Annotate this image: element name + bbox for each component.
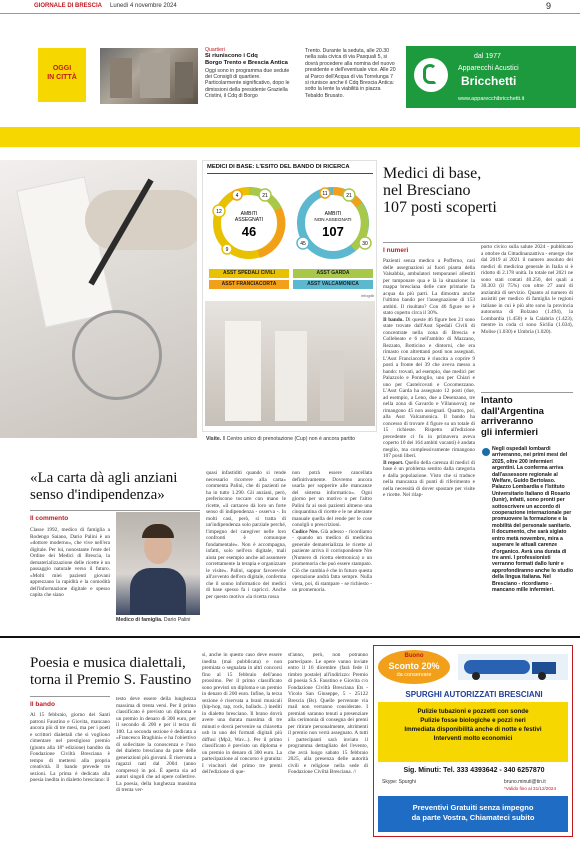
main-section: I numeri [383,247,409,254]
ad-url: www.apparecchibricchetti.it [458,96,525,102]
ad-brand: Bricchetti [461,74,517,88]
page-date: Lunedì 4 novembre 2024 [110,3,177,9]
legend-franciacorta: ASST FRANCIACORTA [209,280,289,289]
brief-title-2: Borgo Trento e Brescia Antica [205,60,288,66]
main-article [383,165,573,216]
right-total: 107 [322,224,344,239]
brief-body-2: Trento. Durante la seduta, alle 20.30 nella sala civica di via Pasquali 5, si dovrà procedere alla nomina del nuovo presidente e dell'eventuale vice. Alle 20 al Parco dell'Acqua di via Torrelunga 7 si riunisce anche il Cdq Brescia Antica: sotto la lente la viabilità in piazza Tebaldo Brusato. [305,48,396,99]
opinion-col-2: quasi infastiditi quando si rende necessario ricorrere alla carta» commenta Palini, che di pazienti ne ha in tutto 1.290. Gli anziani, però, preferiscono toccare con mano le ricette, «il cartaceo dà loro un forte senso di indipendenza - osserva -. In molti casi, però, si tratta di un'indipendenza solo parziale perché, l'impegno del caregiver nelle loro confronti è comunque fondamentale». Non è accompagna, infatti, solo nell'era digitale, mali aiuta per esempio anche ad assumere correttamente la terapia e organizzare le visite». Palini, sappur favorevole all'avvento dell'era digitale, conferma che il sonno informatico dei medici di base spesso fa i capricci. Anche per questo motivo «la ricetta rossa [206,470,286,600]
doctor-portrait [116,512,200,615]
brief-body: Oggi sono in programma due sedute dei Consigli di quartiere. Particolarmente significativo, dopo le dimissioni della presidente Graziella Cristini, il Cdq di Borgo [205,67,290,100]
page-header [0,0,580,14]
opinion-col-3: non potrà essere cancellata definitivamente. Dovremo ancora usarla per sopperire alle mancanze del sistema informatico». Ogni giorno per un motivo o per l'altro Palini fa ai suoi pazienti almeno una cinquantina di ricette e le ne alterante manuale quella del rende per le cose conolgli o prescrizioni. Codice Nre. Già adesso - ricordiamo - quando un medico di medicina generale dematerializza le ricette al paziente arriva il corrispondente Nre (Numero di ricetta elettronica) o un promemoria che può essere stampato. Ciò che cambia è che in futuro questa operazione andrà fatta sempre. Nulla vieta, poi, di stampare - se richiesto - un promemoria. [292,470,372,593]
ad-validity: *Valido fino al 31/12/2024 [504,786,557,791]
brief-photo [100,48,198,104]
right-slice-1: 11 [322,191,328,197]
culture-col-4: st'anno, però, non potranno partecipare. Le opere vanno inviate entro il 16 dicembre (farà fede il timbro postale) all'indirizzo: Premio di poesia S.S. Faustino e Giovita c/o Fondazione Civiltà Bresciana Ets - Vicolo San Giuseppe, 5 - 25122 Brescia (Bs). Quelle pervenute via mail non verranno considerate. I premiati saranno tenuti a presenziare alla cerimonia di consegna dei premi per ritirare personalmente, altrimenti il premio non verrà assegnato. A tutti i partecipanti sarà inviato il programma dettagliato del l'evento, che avrà luogo sabato 15 febbraio 2025, alla presenza delle autorità civili e religiose nella sede di Fondazione Civiltà Bresciana. // [288,652,368,775]
infographic-credit: infogdb [361,293,375,298]
culture-section: Il bando [30,701,55,708]
prescription-photo [0,160,197,438]
ad-services: Pulizie tubazioni e pozzetti con sonde Pulizie fosse biologiche e pozzi neri Immediata disponibilità anche di notte e festivi Interventi molto economici [378,702,568,762]
brief-kicker: Quartieri [205,47,225,53]
ad-title: SPURGHI AUTORIZZATI BRESCIANI [405,690,543,699]
side-headline: Intanto dall'Argentina arriveranno gli infermieri [481,395,544,438]
main-headline-2: nel Bresciano [383,182,471,199]
opinion-section: Il commento [30,515,69,522]
photo-caption: Visite. Il Centro unico di prenotazione (Cup) non è ancora partito [206,436,356,442]
opinion-col-1: Classe 1992, medico di famiglia a Rodengo Saiano, Dario Palini è un «dottore moderno», che vive nell'era digitale. Per lui, nonostante l'ente del Ordine dei Medici di Brescia, la dematerializzazione delle ricette è un passaggio naturale verso il futuro. «Molti miei pazienti giovani apprezzano la rapidità e la comodità dell'informazione digitale e spesso capita che siano [30,527,110,598]
culture-col-3: si, anche in questo caso deve essere inedita (mai pubblicata) e non premiata o segnalata in altri concorsi fino al 15 febbraio dell'anno prossimo. Per il primo classificato sono previsti un diploma e un premio in denaro di 200 euro. Infine, la terza sezione è riservata a brani musicali (hip-hop, rap, rock, ballads...) inediti in dialetto bresciano. Il brano dovrà avere una durata massima di tre minuti e dovrà pervenire su chiavetta usb in uno dei formati digitali più diffusi (Mp3, Wav...). Per il primo classificato è previsto un diploma e un premio in denaro di 300 euro. La partecipazione al concorso è gratuita: I vincitori del primo tre premi dell'edizione di que- [202,652,282,775]
oggi-label: OGGI [52,65,72,72]
ad-skype: Skype: Spurghi [382,779,416,785]
culture-col-1: Al 15 febbraio, giorno dei Santi patroni Faustino e Giovita, mancano ancora più di tre mesi, ma per i poeti e scrittori dialettali che si vogliono cimentare nel prestigioso premio (giunto alla 18ª edizione) bandito da Fondazione Civiltà Bresciana è tempo di mettersi alla propria creatività. Il bando prevede tre sezioni. La prima è dedicata alla poesia inedita in dialetto bresciano: il [30,712,110,783]
legend-garda: ASST GARDA [293,269,373,278]
ad-spurghi[interactable] [373,645,573,837]
discount-badge: Buono Sconto 20% da conservare [378,650,450,684]
donut-right [291,181,375,265]
bullet-icon [482,448,490,456]
legend-valcamonica: ASST VALCAMONICA [293,280,373,289]
left-total: 46 [241,224,257,239]
ad-footer: Preventivi Gratuiti senza impegno da parte Vostra, Chiamateci subito [378,796,568,832]
left-slice-4: 9 [225,247,229,253]
right-label-2: NON ASSEGNATI [314,217,352,222]
office-photo [205,301,375,426]
paper-name: GIORNALE DI BRESCIA [34,3,103,9]
left-slice-1: 12 [216,209,222,215]
culture-headline: Poesia e musica dialettali, torna il Premio S. Faustino [30,655,192,688]
oggi-sub: IN CITTÀ [47,74,77,81]
left-label-2: ASSEGNATI [234,217,264,223]
left-label-1: AMBITI [240,211,258,217]
right-slice-2: 21 [346,193,352,199]
ad-contact: Sig. Minuti: Tel. 333 4393642 - 340 6257870 [403,767,545,774]
brief-quartieri [205,47,297,100]
side-body: Negli ospedali lombardi arriveranno, nei primi mesi del 2025, oltre 200 infermieri argentini. La conferma arriva dall'assessore regionale al Welfare, Guido Bertolaso. Palazzo Lombardia e l'Istituto Universitario Italiano di Rosario (Iunir), infatti, sono pronti per sottoscrivere un accordo di cooperazione internazionale per promuovere la formazione e la mobilità del personale sanitario. Il documento, che sarà siglato entro metà novembre, mira a superare le attuali carenze d'organico. Avrà una durata di tre anni. I professionisti verranno formati dallo Iunir e approfondiranno anche lo studio della lingua italiana. Nel Bresciano - ricordiamo - mancano mille infermieri. [492,446,573,593]
right-label-1: AMBITI [324,211,342,217]
right-slice-4: 45 [300,241,306,247]
ad-email: bruno.minuti@tin.it [504,779,546,785]
ad-line1: Apparecchi Acustici [458,65,519,72]
opinion-headline: «La carta dà agli anziani senso d'indipendenza» [30,470,178,503]
ear-logo-icon [414,58,448,92]
infographic [202,160,377,432]
culture-col-2: testo deve essere della lunghezza massima di trenta versi. Per il primo classificato è previsto un diploma e un premio in denaro di 300 euro, per il secondo di 200 e per il terzo di 100. La seconda sezione è dedicata a «Francesco Braghini» e ha l'obiettivo di sollecitare la conoscenza e l'uso del dialetto bresciano da parte delle generazioni più giovani. È riservata a ragazzi nati dal 2004 (anno compreso) in poi. È aperta sia ad autori singoli che ad opere collettive. La poesia, della lunghezza massima di trenta ver- [116,696,196,793]
left-slice-2: 4 [235,193,239,199]
left-slice-3: 21 [262,193,268,199]
page-number: 9 [546,1,552,11]
infographic-title: MEDICI DI BASE: L'ESITO DEL BANDO DI RICERCA [207,164,350,170]
main-headline-3: 107 posti scoperti [383,199,497,216]
donut-left [207,181,291,265]
oggi-box [38,48,86,102]
doctor-caption: Medico di famiglia. Dario Palini [116,617,191,623]
tank-truck-icon [458,654,568,680]
ad-since: dal 1977 [474,53,501,60]
section-bar [0,127,580,147]
main-col-1: Pazienti senza medico a Pofferno, casi delle assegnazioni ai fuori pianta della Valsabbia, ambulatori temporanei allestiti per tamponare qua e là la situazione: la mappa bresciana delle cure primarie fa acqua da più parti. La dimostra anche l'ultimo bando per l'assegnazione di 153 ambiti. Il risultato? Con 46 figure ne è stato coperto circa il 30%. Il bando. Di queste 46 figure ben 21 sono state trovate dall'Asst Spedali Civili di concentrate nella zona di Brescia e Collebeato e 6 nell'ambito di Mazzano, Rezzato, Botticino e dintorni, che era rimasto con altrettanti posti non assegnati. L'Asst Franciacorta è riuscita a coprire 9 posti a fronte dei 39 che aveva messo a bando: trovati, ad esempio, due medici per Palazzolo e Pontoglio, uno per Chiari e uno per Castelcovati e Cocomezzano. L'Asst Garda ha assegnato 12 posti (due, ad esempio, a Leno, due a Desenzano, tre nella zona di Gavardo e Villanuova); ne rimangono 45 non assegnati. Quattro, poi, alla Asst Valcamonica. Il bando ha concesso di trovare 4 figure su un totale di 15 richieste. Rispetto all'edizione precedente ci fu in primavera aveva coperto 10 dei 164 ambiti vacanti) è andata meglio, ma complessivamente rimangono 107 posti liberi. Il report. Quello della carenza di medici di base è un problema sentito dalla categoria e dalla popolazione. Visto che si traduce nella mancanza di punti di riferimento e nella necessità di dover spostare per visite e ricette. Nel rilap- [383,258,475,498]
main-col-2: porto civico sulla salute 2024 - pubblicato a ottobre da Cittadinanzattiva - emerge che dal 2019 al 2021 il numero assoluto dei medici di medicina generale in Italia si è ridotto di 2.178 unità. In totale nel 2021 ne sono stati contati 40.250, dei quali a 30.303 (il 75%) con oltre 27 anni di anzianità di servizio. Quanto al numero di assistiti per medico di famiglia le regioni italiane in cui è più alto sono la provincia autonoma di Bolzano (1.494), la Lombardia (1.450) e la Calabria (1.423), mentre in coda ci sono Sicilia (1.034), Molise (1.030) e Umbria (1.020). [481,244,573,335]
main-headline-1: Medici di base, [383,165,482,182]
ad-bricchetti[interactable] [406,46,576,108]
brief-title-1: Si riuniscono i Cdq [205,53,258,60]
right-slice-3: 30 [362,241,368,247]
legend-spedali: ASST SPEDALI CIVILI [209,269,289,278]
